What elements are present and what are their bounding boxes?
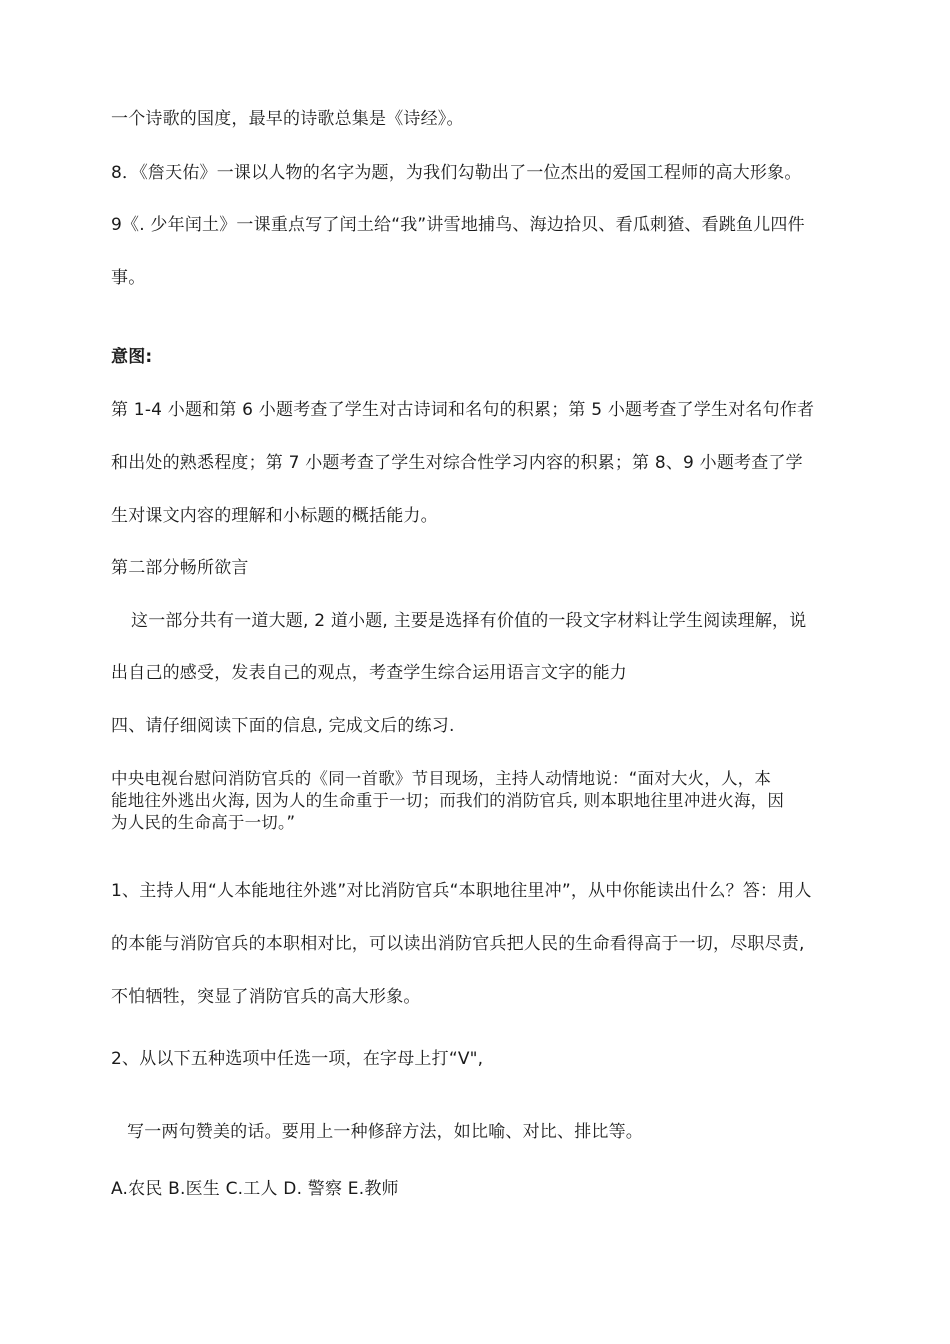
part-two-title: 第二部分畅所欲言: [111, 558, 249, 578]
part-two-line: 这一部分共有一道大题, 2 道小题, 主要是选择有价值的一段文字材料让学生阅读理解，说: [131, 611, 807, 631]
text-line: 8．《詹天佑》一课以人物的名字为题，为我们勾勒出了一位杰出的爱国工程师的高大形象。: [111, 163, 802, 183]
section-four-title: 四、请仔细阅读下面的信息, 完成文后的练习.: [111, 716, 455, 736]
question-two-line: 2、从以下五种选项中任选一项，在字母上打“V",: [111, 1049, 484, 1069]
part-two-line: 出自己的感受，发表自己的观点，考查学生综合运用语言文字的能力: [111, 663, 627, 683]
intent-line: 生对课文内容的理解和小标题的概括能力。: [111, 506, 438, 526]
question-one-line: 1、主持人用“人本能地往外逃”对比消防官兵“本职地往里冲”，从中你能读出什么？答：用人: [111, 881, 812, 901]
options-line: A.农民 B.医生 C.工人 D. 警察 E.教师: [111, 1179, 399, 1199]
intent-heading: 意图:: [111, 347, 153, 367]
passage-line: 为人民的生命高于一切。”: [111, 813, 296, 832]
intent-line: 第 1-4 小题和第 6 小题考查了学生对古诗词和名句的积累；第 5 小题考查了学生对名句作者: [111, 400, 815, 420]
text-line: 一个诗歌的国度，最早的诗歌总集是《诗经》。: [111, 109, 464, 129]
question-one-line: 不怕牺牲，突显了消防官兵的高大形象。: [111, 987, 421, 1007]
intent-line: 和出处的熟悉程度；第 7 小题考查了学生对综合性学习内容的积累；第 8、9 小题考查了学: [111, 453, 803, 473]
text-line: 9《. 少年闰土》一课重点写了闰土给“我”讲雪地捕鸟、海边拾贝、看瓜刺猹、看跳鱼儿四件: [111, 215, 805, 235]
question-one-line: 的本能与消防官兵的本职相对比，可以读出消防官兵把人民的生命看得高于一切，尽职尽责,: [111, 934, 805, 954]
passage-line: 能地往外逃出火海, 因为人的生命重于一切；而我们的消防官兵, 则本职地往里冲进火海，因: [111, 791, 785, 810]
question-two-instruction: 写一两句赞美的话。要用上一种修辞方法，如比喻、对比、排比等。: [127, 1122, 643, 1142]
passage-line: 中央电视台慰问消防官兵的《同一首歌》节目现场，主持人动情地说：“面对大火，人，本: [111, 769, 772, 788]
text-line: 事。: [111, 268, 146, 288]
